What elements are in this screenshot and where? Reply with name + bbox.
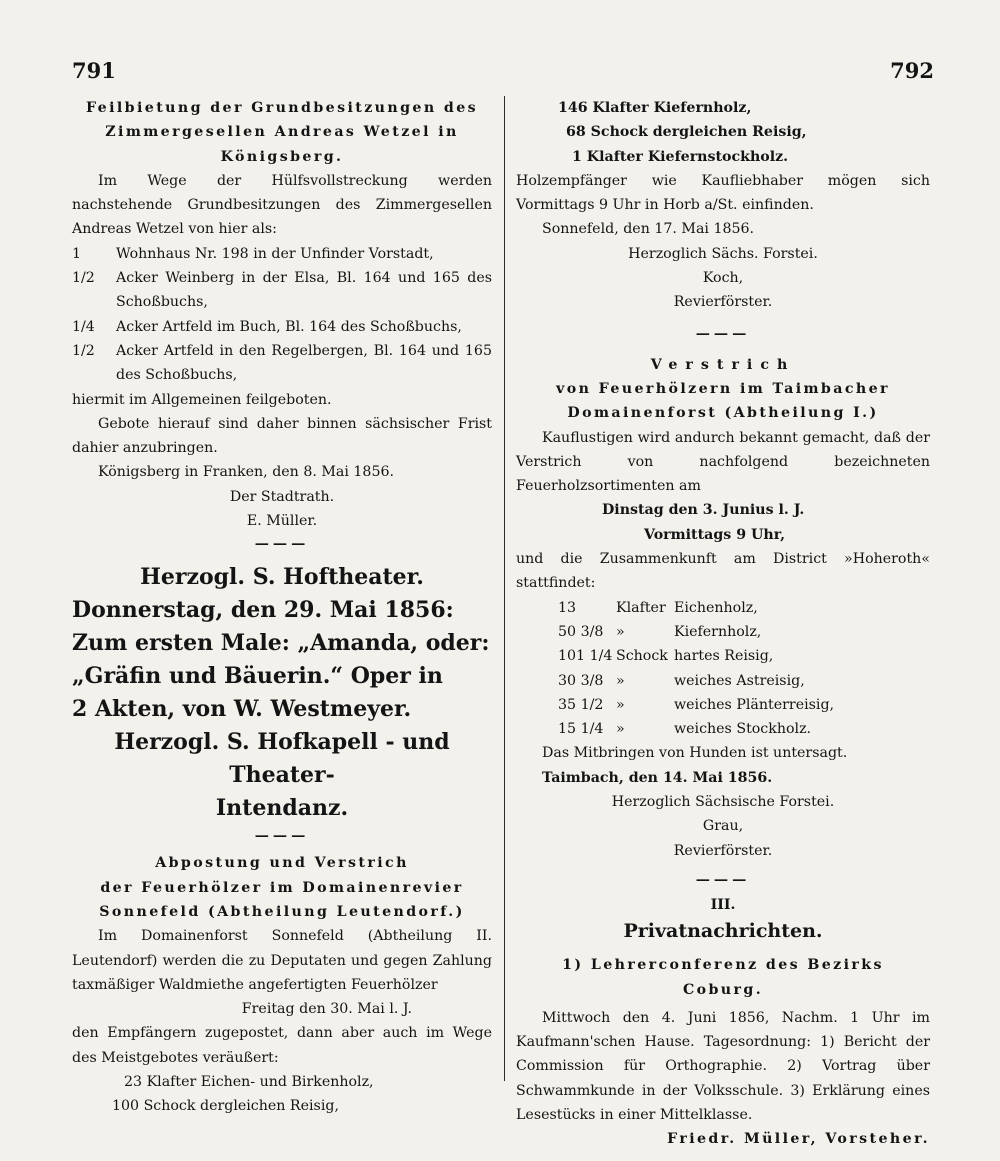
signature-title: Revierförster. [673, 294, 773, 311]
notice-intro: Im Wege der Hülfsvollstreckung werden nachstehende Grundbesitzungen des Zimmergesellen Andreas Wetzel von hier als: [72, 172, 492, 238]
theater-title: Herzogl. S. Hoftheater. [140, 564, 424, 591]
property-text: Wohnhaus Nr. 198 in der Unfinder Vorstadt, [116, 245, 434, 262]
lot-unit: Schock [616, 648, 668, 665]
lot-unit: » [616, 672, 625, 689]
lot-line: 100 Schock dergleichen Reisig, [112, 1098, 339, 1115]
lot-unit: Klafter [616, 599, 666, 616]
notice-title: Feilbietung der Grundbesitzungen des Zimmergesellen Andreas Wetzel in Königsberg. [85, 100, 479, 165]
notice-date: Dinstag den 3. Junius l. J. [602, 502, 805, 519]
notice-title: von Feuerhölzern im Taimbacher Domainenforst (Abtheilung I.) [556, 380, 890, 422]
signature-title: Revierförster. [673, 842, 773, 859]
notice-offer: hiermit im Allgemeinen feilgeboten. [72, 391, 332, 408]
lot-quantity: 50 3/8 [558, 623, 604, 640]
notice-place-date: Sonnefeld, den 17. Mai 1856. [542, 221, 755, 238]
notice-title: der Feuerhölzer im Domainenrevier [100, 879, 464, 896]
notice-body: Kauflustigen wird andurch bekannt gemacht, daß der Verstrich von nachfolgend bezeichneten Feuerholzsortimenten am [516, 429, 930, 495]
lot-line: 68 Schock dergleichen Reisig, [566, 124, 807, 141]
theater-line: Zum ersten Male: „Amanda, oder: [72, 630, 490, 657]
theater-announcement [72, 561, 492, 847]
lot-line: 146 Klafter Kiefernholz, [558, 100, 752, 116]
notice-place-date: Königsberg in Franken, den 8. Mai 1856. [98, 464, 395, 481]
property-text: Acker Artfeld im Buch, Bl. 164 des Schoßbuchs, [116, 318, 462, 335]
lot-kind: Eichenholz, [674, 599, 758, 616]
notice-body: Im Domainenforst Sonnefeld (Abtheilung II. Leutendorf) werden die zu Deputaten und gegen Zahlung taxmäßiger Waldmiethe angefertigten Feuerhölzer [72, 928, 492, 993]
property-text: Acker Weinberg in der Elsa, Bl. 164 und 165 des Schoßbuchs, [116, 270, 492, 311]
left-column [72, 96, 492, 1119]
lot-unit: » [616, 721, 625, 738]
notice-title: Sonnefeld (Abtheilung Leutendorf.) [99, 903, 465, 920]
lot-quantity: 13 [558, 599, 577, 616]
item-body: Mittwoch den 4. Juni 1856, Nachm. 1 Uhr im Kaufmann'schen Hause. Tagesordnung: 1) Bericht der Commission für Orthographie. 2) Vortrag über Schwammkunde in der Volksschule. 3) Erklärung eines Lesestücks in einer Mittelklasse. [516, 1009, 930, 1123]
notice-authority: Herzoglich Sächsische Forstei. [611, 794, 835, 811]
wood-lot-row [558, 669, 930, 693]
right-column [516, 96, 930, 1152]
signature-name: Grau, [702, 818, 744, 835]
notice-continuation [516, 96, 930, 345]
wood-lot-row [558, 620, 930, 644]
lot-kind: Kiefernholz, [674, 623, 762, 640]
notice-date: Freitag den 30. Mai l. J. [241, 1001, 412, 1018]
notice-abpostung [72, 851, 492, 1118]
section-title: Privatnachrichten. [623, 920, 823, 943]
lot-kind: weiches Stockholz. [674, 721, 812, 738]
lot-quantity: 30 3/8 [558, 672, 604, 689]
lot-unit: » [616, 623, 625, 640]
notice-feilbietung [72, 96, 492, 555]
property-item [72, 315, 492, 339]
notice-title: Abpostung und Verstrich [155, 855, 409, 872]
property-item [72, 242, 492, 266]
notice-dogs: Das Mitbringen von Hunden ist untersagt. [542, 745, 848, 762]
notice-time: Vormittags 9 Uhr, [644, 526, 786, 543]
lot-quantity: 35 1/2 [558, 696, 604, 713]
section-private-notices [516, 893, 930, 1152]
lot-unit: » [616, 696, 625, 713]
theater-line: 2 Akten, von W. Westmeyer. [72, 696, 412, 723]
item-signature: Friedr. Müller, Vorsteher. [667, 1131, 930, 1148]
lot-kind: weiches Astreisig, [674, 672, 805, 689]
notice-verstrich [516, 353, 930, 891]
column-divider [504, 96, 505, 1081]
wood-lot-row [558, 596, 930, 620]
notice-body: den Empfängern zugepostet, dann aber auch im Wege des Meistgebotes veräußert: [72, 1025, 492, 1066]
notice-signature: E. Müller. [246, 513, 318, 530]
theater-line: Herzogl. S. Hofkapell - und Theater- [114, 729, 450, 789]
wood-lot-row [558, 644, 930, 668]
theater-date: Donnerstag, den 29. Mai 1856: [72, 597, 454, 624]
notice-body: Holzempfänger wie Kaufliebhaber mögen sich Vormittags 9 Uhr in Horb a/St. einfinden. [516, 172, 930, 214]
property-amount: 1 [72, 245, 82, 262]
separator: ——— [254, 536, 310, 553]
page-number-left: 791 [72, 58, 116, 83]
property-amount: 1/2 [72, 342, 95, 359]
lot-kind: weiches Plänterreisig, [674, 696, 835, 713]
notice-authority: Der Stadtrath. [229, 488, 335, 505]
separator: ——— [695, 871, 751, 888]
lot-line: 1 Klafter Kiefernstockholz. [572, 148, 789, 165]
notice-place-date: Taimbach, den 14. Mai 1856. [542, 769, 773, 786]
wood-lots [516, 596, 930, 742]
theater-line: Intendanz. [215, 795, 349, 822]
item-title: 1) Lehrerconferenz des Bezirks [562, 957, 884, 974]
signature-name: Koch, [702, 270, 744, 287]
page-number-right: 792 [890, 58, 934, 83]
item-title: Coburg. [682, 981, 764, 998]
lot-line: 23 Klafter Eichen- und Birkenholz, [124, 1074, 374, 1091]
lot-quantity: 101 1/4 [558, 648, 613, 665]
wood-lot-row [558, 717, 930, 741]
separator: ——— [695, 325, 751, 342]
theater-line: „Gräfin und Bäuerin.“ Oper in [72, 663, 443, 690]
separator: ——— [254, 828, 310, 845]
section-numeral: III. [710, 896, 736, 913]
notice-title: Verstrich [650, 356, 796, 373]
property-text: Acker Artfeld in den Regelbergen, Bl. 164 und 165 des Schoßbuchs, [116, 342, 492, 384]
property-item [72, 266, 492, 315]
notice-meeting: und die Zusammenkunft am District »Hoheroth« stattfindet: [516, 551, 930, 592]
notice-authority: Herzoglich Sächs. Forstei. [628, 245, 818, 262]
wood-lot-row [558, 693, 930, 717]
property-item [72, 339, 492, 388]
property-amount: 1/4 [72, 318, 95, 335]
lot-quantity: 15 1/4 [558, 721, 604, 738]
property-amount: 1/2 [72, 270, 95, 287]
lot-kind: hartes Reisig, [674, 648, 774, 665]
notice-bids: Gebote hierauf sind daher binnen sächsischer Frist dahier anzubringen. [72, 415, 492, 457]
